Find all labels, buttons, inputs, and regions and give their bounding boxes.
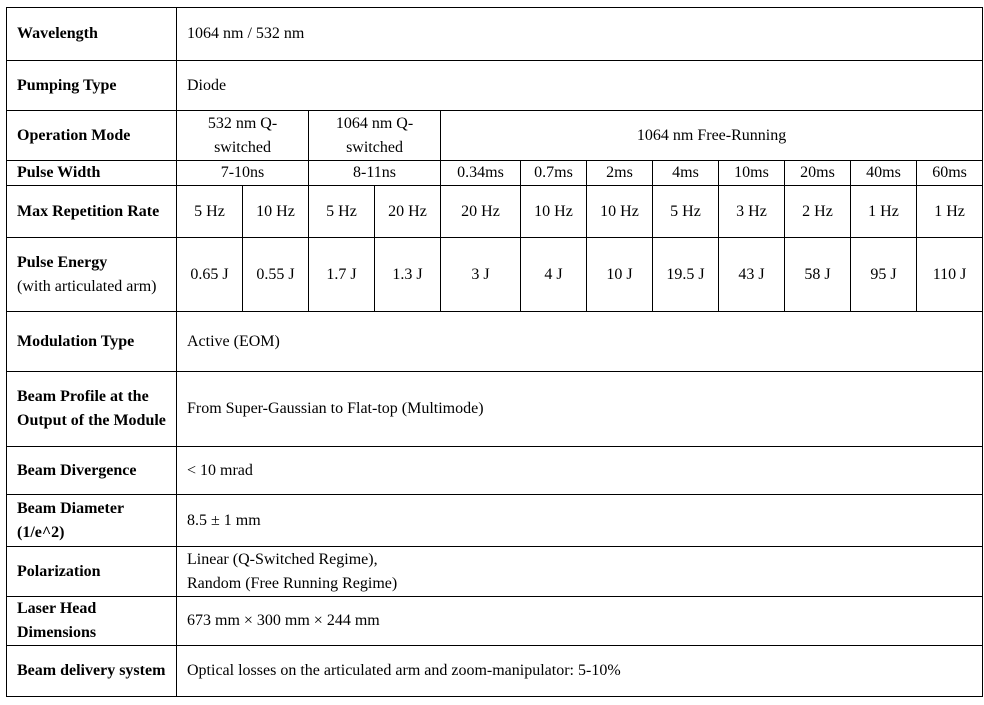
max-rep-rate-label: Max Repetition Rate: [7, 186, 177, 238]
row-wavelength: [7, 8, 983, 61]
pulse-width-label: Pulse Width: [7, 161, 177, 186]
wavelength-value: 1064 nm / 532 nm: [177, 8, 983, 61]
beam-delivery-value: Optical losses on the articulated arm and zoom-manipulator: 5-10%: [177, 646, 983, 697]
beam-delivery-label: Beam delivery system: [7, 646, 177, 697]
beam-profile-label: Beam Profile at the Output of the Module: [7, 372, 177, 447]
row-beam-divergence: [7, 447, 983, 495]
modulation-type-label: Modulation Type: [7, 312, 177, 372]
wavelength-label: Wavelength: [7, 8, 177, 61]
pulse-width-cell: 0.7ms: [521, 161, 587, 186]
pumping-type-label: Pumping Type: [7, 61, 177, 111]
beam-profile-value: From Super-Gaussian to Flat-top (Multimode): [177, 372, 983, 447]
pulse-energy-cell: 19.5 J: [653, 238, 719, 312]
pulse-energy-cell: 43 J: [719, 238, 785, 312]
pulse-width-cell: 0.34ms: [441, 161, 521, 186]
row-pulse-energy: [7, 238, 983, 312]
pulse-energy-label-main: Pulse Energy: [17, 253, 108, 271]
laser-spec-table: [6, 7, 983, 697]
rep-rate-cell: 10 Hz: [243, 186, 309, 238]
polarization-label: Polarization: [7, 547, 177, 597]
rep-rate-cell: 20 Hz: [441, 186, 521, 238]
polarization-line-2: Random (Free Running Regime): [187, 574, 398, 592]
pulse-energy-cell: 95 J: [851, 238, 917, 312]
laser-head-dimensions-value: 673 mm × 300 mm × 244 mm: [177, 597, 983, 646]
row-beam-delivery: [7, 646, 983, 697]
pulse-energy-cell: 58 J: [785, 238, 851, 312]
modulation-type-value: Active (EOM): [177, 312, 983, 372]
row-beam-diameter: [7, 495, 983, 547]
beam-diameter-label: Beam Diameter (1/e^2): [7, 495, 177, 547]
pulse-width-cell: 10ms: [719, 161, 785, 186]
rep-rate-cell: 1 Hz: [851, 186, 917, 238]
pulse-width-cell: 8-11ns: [309, 161, 441, 186]
pulse-energy-label-note: (with articulated arm): [17, 277, 157, 295]
rep-rate-cell: 5 Hz: [653, 186, 719, 238]
rep-rate-cell: 10 Hz: [521, 186, 587, 238]
rep-rate-cell: 10 Hz: [587, 186, 653, 238]
pulse-width-cell: 2ms: [587, 161, 653, 186]
row-pumping-type: [7, 61, 983, 111]
row-beam-profile: [7, 372, 983, 447]
pulse-energy-cell: 3 J: [441, 238, 521, 312]
pulse-width-cell: 4ms: [653, 161, 719, 186]
rep-rate-cell: 20 Hz: [375, 186, 441, 238]
pulse-energy-cell: 0.65 J: [177, 238, 243, 312]
pulse-energy-cell: 1.7 J: [309, 238, 375, 312]
laser-head-dimensions-label: Laser Head Dimensions: [7, 597, 177, 646]
rep-rate-cell: 3 Hz: [719, 186, 785, 238]
pulse-energy-cell: 1.3 J: [375, 238, 441, 312]
polarization-value: [177, 547, 983, 597]
pulse-energy-cell: 4 J: [521, 238, 587, 312]
pulse-energy-cell: 110 J: [917, 238, 983, 312]
beam-divergence-value: < 10 mrad: [177, 447, 983, 495]
pulse-width-cell: 7-10ns: [177, 161, 309, 186]
row-pulse-width: [7, 161, 983, 186]
rep-rate-cell: 2 Hz: [785, 186, 851, 238]
pulse-energy-cell: 0.55 J: [243, 238, 309, 312]
mode-1064-free-running: 1064 nm Free-Running: [441, 111, 983, 161]
row-laser-head-dimensions: [7, 597, 983, 646]
beam-diameter-value: 8.5 ± 1 mm: [177, 495, 983, 547]
pulse-width-cell: 20ms: [785, 161, 851, 186]
row-modulation-type: [7, 312, 983, 372]
pumping-type-value: Diode: [177, 61, 983, 111]
pulse-energy-label: [7, 238, 177, 312]
row-polarization: [7, 547, 983, 597]
pulse-width-cell: 40ms: [851, 161, 917, 186]
pulse-energy-cell: 10 J: [587, 238, 653, 312]
rep-rate-cell: 5 Hz: [309, 186, 375, 238]
mode-532-q-switched: 532 nm Q-switched: [177, 111, 309, 161]
mode-1064-q-switched: 1064 nm Q-switched: [309, 111, 441, 161]
row-operation-mode: [7, 111, 983, 161]
polarization-line-1: Linear (Q-Switched Regime),: [187, 550, 378, 568]
pulse-width-cell: 60ms: [917, 161, 983, 186]
rep-rate-cell: 5 Hz: [177, 186, 243, 238]
row-max-rep-rate: [7, 186, 983, 238]
operation-mode-label: Operation Mode: [7, 111, 177, 161]
beam-divergence-label: Beam Divergence: [7, 447, 177, 495]
rep-rate-cell: 1 Hz: [917, 186, 983, 238]
